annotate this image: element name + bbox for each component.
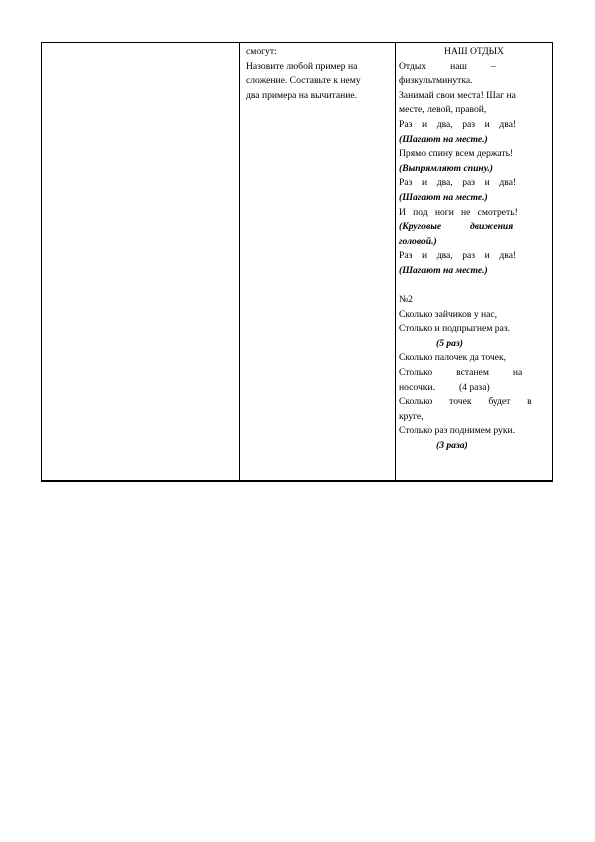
cell-line: Назовите любой пример на <box>246 60 358 72</box>
poem-line: Сколько палочек да точек, <box>399 352 507 364</box>
poem-line: И под ноги не смотреть! <box>399 206 518 218</box>
poem-line: Сколько зайчиков у нас, <box>399 308 498 320</box>
poem-line: Занимай свои места! Шаг на <box>399 89 516 101</box>
poem-line: круге, <box>399 410 424 422</box>
stage-direction: (Круговые движения <box>399 221 514 233</box>
cell-line: сложение. Составьте к нему <box>246 75 361 87</box>
poem-line: Столько раз поднимем руки. <box>399 425 516 437</box>
cell-line: смогут: <box>246 46 277 57</box>
table-bottom-border <box>41 480 553 482</box>
poem-line: Столько и подпрыгнем раз. <box>399 323 511 335</box>
stage-direction: (Шагают на месте.) <box>399 133 488 145</box>
poem-line: носочки. (4 раза) <box>399 381 490 393</box>
poem-line: Столько встанем на <box>399 367 523 379</box>
stage-direction: (Шагают на месте.) <box>399 264 488 276</box>
stage-direction: (5 раз) <box>436 337 463 349</box>
poem-line: Сколько точек будет в <box>399 396 532 408</box>
stage-direction: (Шагают на месте.) <box>399 191 488 203</box>
poem-line: Отдых наш – <box>399 60 496 72</box>
stage-direction: головой.) <box>399 235 437 247</box>
section-title: НАШ ОТДЫХ <box>444 46 504 57</box>
column-divider-2 <box>395 43 396 480</box>
poem-line: месте, левой, правой, <box>399 104 487 116</box>
physical-break-cell <box>399 45 549 454</box>
poem-line: Прямо спину всем держать! <box>399 148 514 160</box>
stage-direction: (Выпрямляют спину.) <box>399 162 494 174</box>
student-activity-cell <box>243 45 393 103</box>
blank-line <box>399 279 549 294</box>
poem-line: физкультминутка. <box>399 75 473 87</box>
lesson-table <box>41 42 553 481</box>
stage-direction: (3 раза) <box>436 440 468 452</box>
cell-line: два примера на вычитание. <box>246 89 358 101</box>
exercise-number: №2 <box>399 294 413 306</box>
poem-line: Раз и два, раз и два! <box>399 118 517 130</box>
poem-line: Раз и два, раз и два! <box>399 250 517 262</box>
column-divider-1 <box>239 43 240 480</box>
poem-line: Раз и два, раз и два! <box>399 177 517 189</box>
